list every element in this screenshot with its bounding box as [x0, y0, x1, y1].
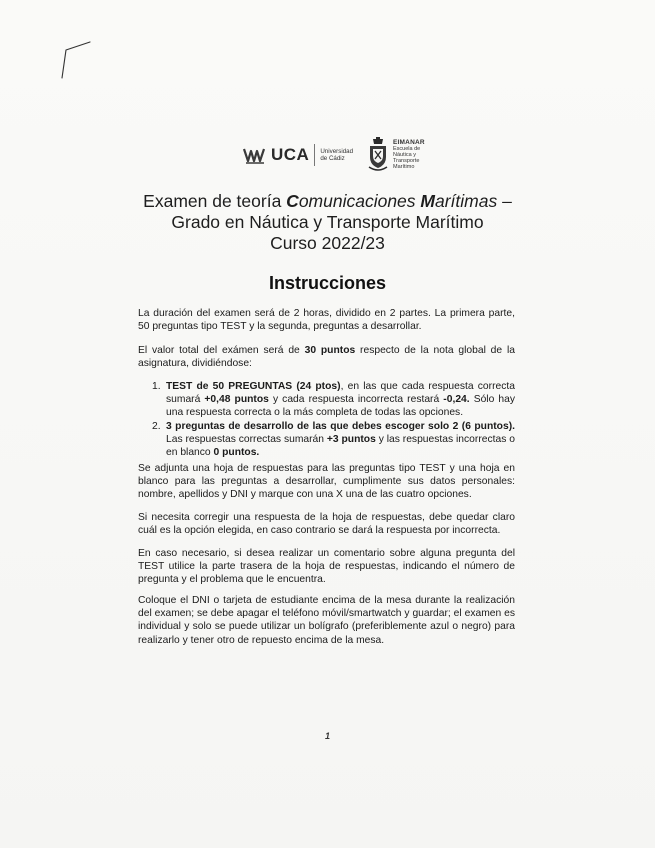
- university-name: [320, 148, 353, 162]
- logo-divider: [314, 144, 315, 166]
- list-item-number: 2.: [152, 420, 161, 432]
- paragraph-comments-text: En caso necesario, si desea realizar un comentario sobre alguna pregunta del TEST utilice la parte trasera de la hoja de respuestas, indicando el número de pregunta y el problema que le encuentra.: [138, 548, 515, 586]
- school-line-2: Náutica y: [393, 152, 416, 158]
- title-course-word-2: arítimas –: [435, 191, 512, 211]
- school-line-1: Escuela de: [393, 146, 421, 152]
- uca-logo: [242, 144, 353, 166]
- paragraph-total-value-text: [138, 344, 515, 370]
- university-line-2: de Cádiz: [320, 155, 345, 162]
- test-wrong-points: -0,24.: [443, 394, 470, 406]
- total-value-after: respecto de la nota global de la asignatura, dividiéndose:: [138, 345, 515, 370]
- title-line-1: [130, 191, 525, 212]
- pen-stroke-mark: [56, 40, 96, 80]
- paragraph-correction-text: Si necesita corregir una respuesta de la hoja de respuestas, debe quedar claro cuál es la opción elegida, en caso contrario se dará la respuesta por incorrecta.: [138, 512, 515, 537]
- list-item-number: 1.: [152, 381, 161, 392]
- eimanar-crest-icon: [367, 137, 389, 173]
- uca-emblem-icon: [242, 145, 268, 165]
- school-line-3: Transporte: [393, 158, 420, 164]
- list-item-text: y cada respuesta incorrecta restará: [268, 394, 444, 406]
- test-section-label: TEST de 50 PREGUNTAS (24 ptos): [166, 381, 341, 392]
- school-acronym: EIMANAR: [393, 139, 425, 146]
- scoring-list: [152, 380, 515, 459]
- essay-section-label: 3 preguntas de desarrollo de las que debes escoger solo 2 (6 puntos).: [166, 420, 515, 432]
- paragraph-duration-text: La duración del examen será de 2 horas, dividido en 2 partes. La primera parte, 50 preguntas tipo TEST y la segunda, preguntas a desarrollar.: [138, 308, 515, 333]
- essay-wrong-points: 0 puntos.: [213, 447, 260, 459]
- list-item-text: Sólo hay una respuesta correcta o la más completa de todas las opciones.: [166, 394, 516, 419]
- paragraph-comments: [138, 547, 515, 587]
- list-item-text: , en las que cada respuesta correcta sumará: [166, 381, 515, 406]
- exam-title: [130, 191, 525, 254]
- title-prefix: Examen de teoría: [143, 191, 287, 211]
- uca-wordmark: UCA: [271, 145, 310, 164]
- logos-header: [242, 132, 425, 178]
- paragraph-answer-sheet-text: Se adjunta una hoja de respuestas para las preguntas tipo TEST y una hoja en blanco para las preguntas a desarrollar, cumplimente sus datos personales: nombre, apellidos y DNI y marque con una X una de las cuatro opciones.: [138, 463, 515, 501]
- list-item: [152, 380, 515, 420]
- total-value-points: 30 puntos: [304, 345, 356, 356]
- total-value-before: El valor total del exámen será de: [138, 345, 305, 356]
- essay-correct-points: +3 puntos: [326, 433, 376, 445]
- title-initial-m: M: [420, 191, 435, 211]
- title-line-3: Curso 2022/23: [270, 233, 385, 253]
- list-item-text: Las respuestas correctas sumarán: [166, 433, 327, 445]
- test-correct-points: +0,48 puntos: [204, 394, 269, 406]
- list-item-text: y las respuestas incorrectas o en blanco: [166, 433, 515, 459]
- page-number: 1: [324, 731, 330, 741]
- title-line-2: Grado en Náutica y Transporte Marítimo: [171, 212, 484, 232]
- title-course-word-1: omunicaciones: [298, 191, 421, 211]
- paragraph-correction: [138, 511, 515, 537]
- paragraph-rules: [138, 594, 515, 647]
- paragraph-answer-sheet: [138, 462, 515, 502]
- paragraph-duration: [138, 307, 515, 333]
- school-name: [393, 140, 425, 170]
- paragraph-rules-text: Coloque el DNI o tarjeta de estudiante encima de la mesa durante la realización del examen; se debe apagar el teléfono móvil/smartwatch y guardar; el examen es individual y solo se puede utilizar un bolígrafo (preferiblemente azul o negro) para realizarlo y tener otro de repuesto encima de la mesa.: [138, 595, 515, 646]
- university-line-1: Universidad: [320, 148, 354, 155]
- paragraph-total-value: [138, 344, 515, 370]
- school-line-4: Marítimo: [393, 164, 415, 170]
- list-item: [152, 420, 515, 460]
- title-initial-c: C: [286, 191, 299, 211]
- section-heading: Instrucciones: [268, 273, 387, 293]
